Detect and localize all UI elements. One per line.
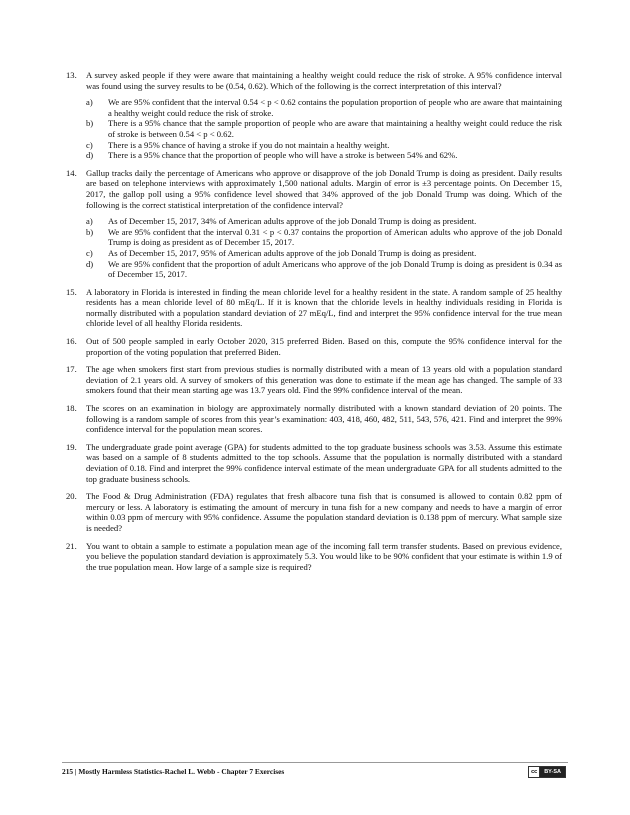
question-text: The Food & Drug Administration (FDA) regulates that fresh albacore tuna fish that is consumed is allowed to contain 0.82 ppm of mercury or less. A laboratory is estimating the amount of mercury in tuna fish for a new company and needs to have a margin of error within 0.03 ppm of mercury with 95% confidence. Assume the population standard deviation is 0.138 ppm of mercury. What sample size is needed?: [86, 491, 562, 533]
question-14: [66, 168, 562, 280]
option-b: [86, 227, 562, 248]
option-letter: d): [86, 150, 94, 161]
question-text: Gallup tracks daily the percentage of Americans who approve or disapprove of the job Donald Trump is doing as president. Daily results are based on telephone interviews with approximately 1,500 national adults. Margin of error is ±3 percentage points. On December 15, 2017, the gallop poll using a 95% confidence level showed that 34% approved of the job Donald Trump was doing. Which of the following is the correct statistical interpretation of the confidence interval?: [86, 167, 562, 210]
question-text: A laboratory in Florida is interested in finding the mean chloride level for a healthy resident in the state. A random sample of 25 healthy residents has a mean chloride level of 80 mEq/L. If it is known that the chloride levels in healthy individuals residing in Florida is normally distributed with a population standard deviation of 27 mEq/L, find and interpret the 95% confidence interval for the true mean chloride level of all healthy Florida residents.: [86, 286, 562, 329]
cc-icon: cc: [529, 767, 540, 777]
question-13: [66, 70, 562, 161]
question-number: 17.: [66, 364, 77, 375]
question-number: 19.: [66, 441, 77, 452]
option-d: [86, 150, 562, 161]
question-text: A survey asked people if they were aware that maintaining a healthy weight could reduce the risk of stroke. A 95% confidence interval was found using the survey results to be (0.54, 0.62). Which of the following is the correct interpretation of this interval?: [86, 70, 562, 91]
option-letter: a): [86, 216, 93, 227]
question-number: 14.: [66, 167, 77, 178]
question-16: [66, 336, 562, 357]
exercise-list: [66, 70, 562, 579]
option-letter: d): [86, 258, 94, 269]
page-footer: [62, 762, 568, 778]
question-17: [66, 364, 562, 396]
license-label: BY-SA: [540, 767, 565, 777]
question-20: [66, 491, 562, 533]
question-number: 21.: [66, 540, 77, 551]
question-text: Out of 500 people sampled in early October 2020, 315 preferred Biden. Based on this, compute the 95% confidence interval for the proportion of the voting population that preferred Biden.: [86, 336, 562, 357]
option-letter: b): [86, 118, 94, 129]
option-letter: a): [86, 97, 93, 108]
option-text: There is a 95% chance that the proportion of people who will have a stroke is between 54% and 62%.: [108, 150, 458, 161]
question-number: 20.: [66, 491, 77, 502]
question-number: 16.: [66, 336, 77, 347]
question-21: [66, 541, 562, 573]
option-c: [86, 140, 562, 151]
footer-text: 215 | Mostly Harmless Statistics-Rachel L. Webb - Chapter 7 Exercises: [62, 767, 285, 776]
option-d: [86, 259, 562, 280]
option-list: [86, 97, 562, 161]
question-number: 18.: [66, 403, 77, 414]
option-b: [86, 118, 562, 139]
question-text: You want to obtain a sample to estimate a population mean age of the incoming fall term transfer students. Based on previous evidence, you believe the population standard deviation is approximately 5.3. You would like to be 90% confident that your estimate is within 1.9 of the true population mean. How large of a sample size is required?: [86, 540, 562, 572]
option-text: We are 95% confident that the interval 0.54 < p < 0.62 contains the population proportion of people who are aware that maintaining a healthy weight could reduce the risk of stroke.: [108, 97, 562, 118]
option-letter: b): [86, 226, 94, 237]
question-15: [66, 287, 562, 329]
option-letter: c): [86, 139, 93, 150]
option-text: We are 95% confident that the proportion of adult Americans who approve of the job Donald Trump is doing as president is 0.34 as of December 15, 2017.: [108, 258, 562, 280]
option-text: As of December 15, 2017, 95% of American adults approve of the job Donald Trump is doing as president.: [108, 247, 477, 258]
question-18: [66, 403, 562, 435]
option-a: [86, 216, 562, 227]
question-number: 15.: [66, 286, 77, 297]
question-text: The age when smokers first start from previous studies is normally distributed with a mean of 13 years old with a population standard deviation of 2.1 years old. A survey of smokers of this generation was done to estimate if the mean age has changed. The sample of 33 smokers found that their mean starting age was 13.7 years old. Find the 99% confidence interval of the mean.: [86, 364, 562, 396]
question-text: The undergraduate grade point average (GPA) for students admitted to the top graduate business schools was 3.53. Assume this estimate was based on a sample of 8 students admitted to the top schools. Assume that the population is normally distributed with a standard deviation of 0.18. Find and interpret the 99% confidence interval estimate of the mean undergraduate GPA for all students admitted to the top graduate business schools.: [86, 441, 562, 484]
option-text: There is a 95% chance of having a stroke if you do not maintain a healthy weight.: [108, 139, 390, 150]
option-text: We are 95% confident that the interval 0.31 < p < 0.37 contains the proportion of American adults who approve of the job Donald Trump is doing as president as of December 15, 2017.: [108, 226, 562, 248]
option-list: [86, 216, 562, 280]
question-number: 13.: [66, 70, 77, 80]
option-c: [86, 248, 562, 259]
option-text: There is a 95% chance that the sample proportion of people who are aware that maintaining a healthy weight could reduce the risk of stroke is between 0.54 < p < 0.62.: [108, 118, 562, 139]
option-text: As of December 15, 2017, 34% of American adults approve of the job Donald Trump is doing as president.: [108, 216, 477, 227]
option-letter: c): [86, 247, 93, 258]
option-a: [86, 97, 562, 118]
question-text: The scores on an examination in biology are approximately normally distributed with a known standard deviation of 20 points. The following is a random sample of scores from this year’s examination: 403, 418, 460, 482, 511, 543, 576, 421. Find and interpret the 99% confidence interval for the population mean scores.: [86, 403, 562, 435]
question-19: [66, 442, 562, 484]
cc-license-badge: [528, 766, 566, 778]
